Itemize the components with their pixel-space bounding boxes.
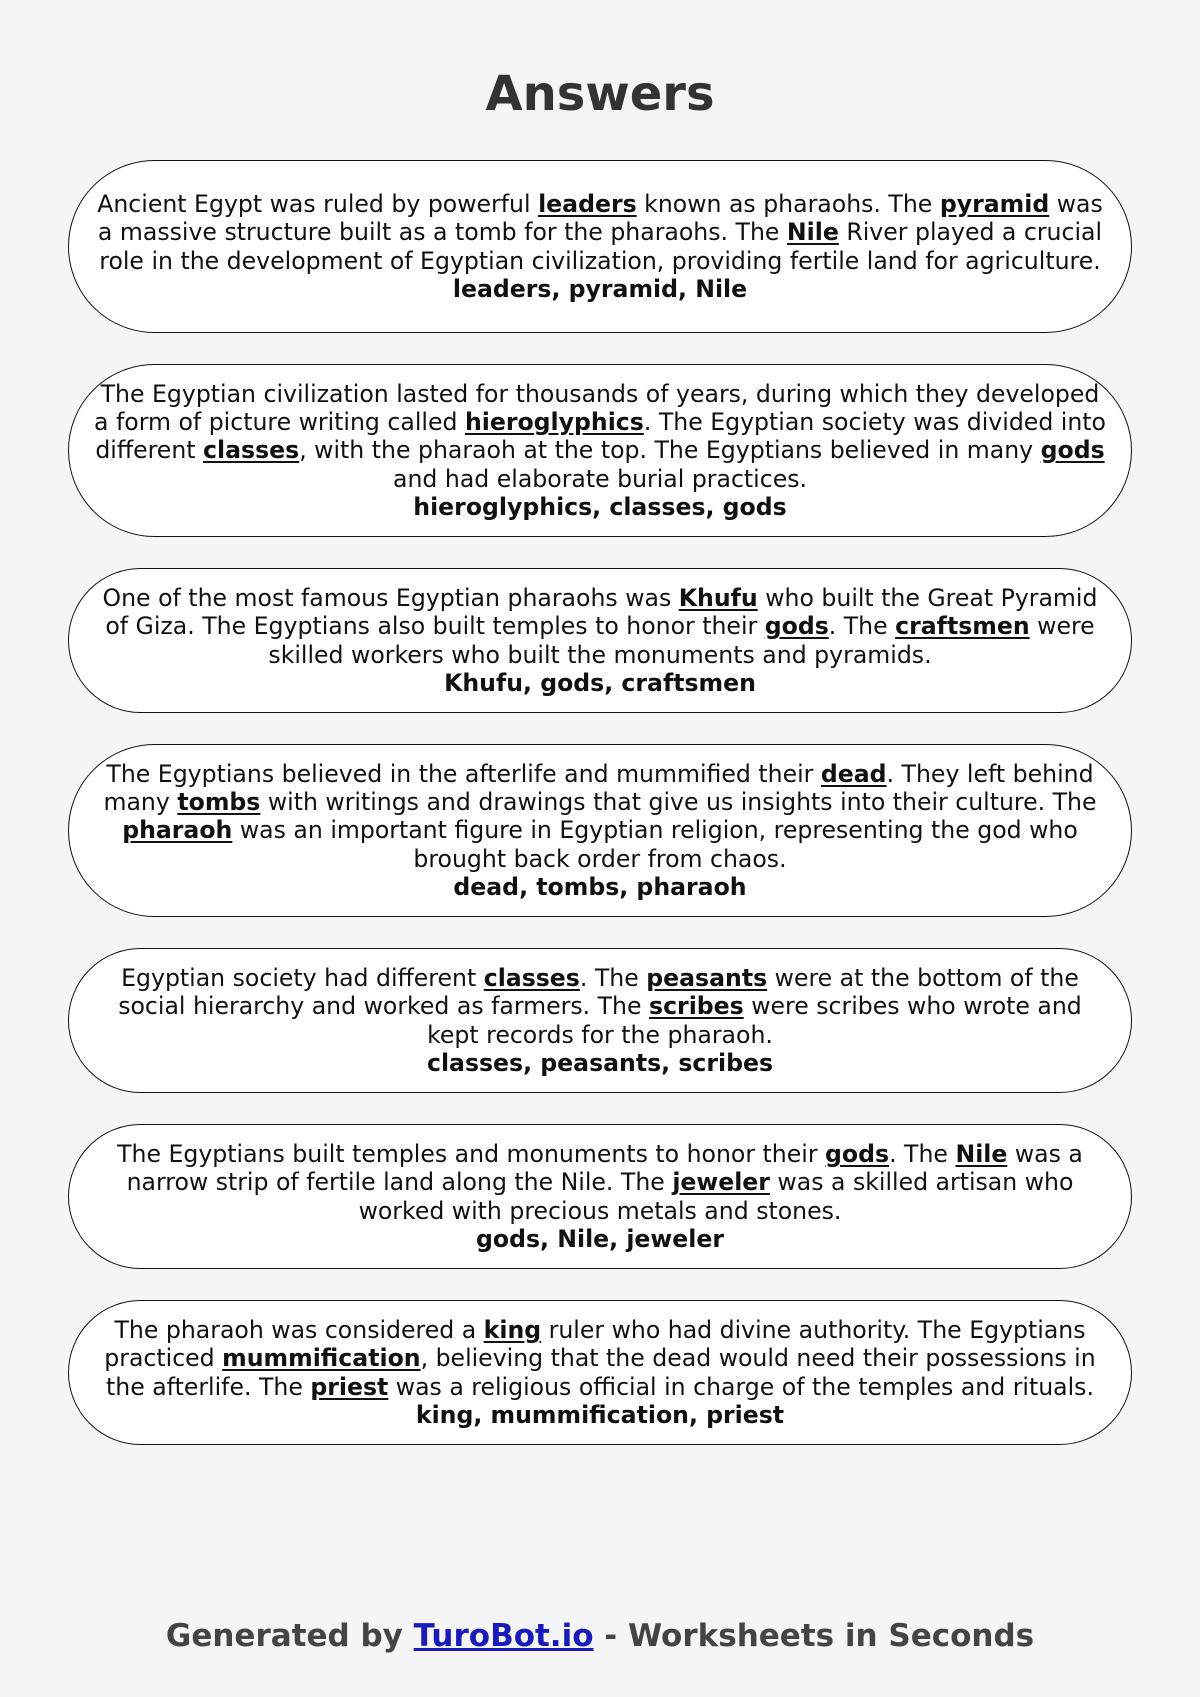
passage-fragment: was a skilled artisan who worked with precious metals and stones. [358, 1168, 1074, 1225]
answer-card-7 [68, 1300, 1132, 1445]
answer-word: tombs [177, 788, 261, 817]
answer-word: hieroglyphics [464, 408, 644, 437]
passage-text [91, 964, 1109, 1049]
passage-fragment: The pharaoh was considered a [114, 1316, 484, 1345]
passage-fragment: and had elaborate burial practices. [392, 464, 808, 493]
answer-word: Khufu [678, 584, 758, 613]
passage-fragment: Egyptian society had different [121, 964, 484, 993]
footer-suffix: - Worksheets in Seconds [593, 1618, 1035, 1654]
passage-fragment: with writings and drawings that give us insights into their culture. The [260, 788, 1097, 817]
answer-word: classes [203, 436, 300, 465]
answer-word: mummification [222, 1344, 421, 1373]
answer-card-3 [68, 568, 1132, 713]
answer-card-5 [68, 948, 1132, 1093]
answer-word: pharaoh [122, 816, 233, 845]
answer-word: craftsmen [895, 612, 1030, 641]
footer [0, 1618, 1200, 1654]
passage-fragment: . They left behind many [103, 759, 1094, 817]
answer-key: dead, tombs, pharaoh [453, 872, 747, 901]
passage-text [91, 584, 1109, 669]
passage-fragment: ruler who had divine authority. The Egyptians practiced [104, 1316, 1086, 1373]
answer-word: gods [764, 612, 829, 641]
answer-word: Nile [955, 1140, 1008, 1169]
passage-fragment: The Egyptians built temples and monuments to honor their [117, 1140, 826, 1169]
answer-word: pyramid [939, 190, 1050, 219]
passage-fragment: was a narrow strip of fertile land along the Nile. The [126, 1140, 1083, 1197]
passage-fragment: . The [579, 964, 647, 993]
passage-text [91, 380, 1109, 493]
answer-word: classes [483, 964, 580, 993]
passage-text [91, 190, 1109, 275]
passage-fragment: . The Egyptian society was divided into different [95, 408, 1106, 465]
answer-card-2 [68, 364, 1132, 537]
page-title: Answers [485, 66, 715, 122]
passage-fragment: . The [889, 1140, 956, 1169]
passage-fragment: were skilled workers who built the monuments and pyramids. [268, 612, 1095, 669]
answer-card-1 [68, 160, 1132, 333]
answer-word: king [483, 1316, 542, 1345]
answer-key: king, mummification, priest [415, 1400, 785, 1429]
answer-word: peasants [646, 964, 768, 993]
answer-key: leaders, pyramid, Nile [452, 274, 748, 303]
passage-fragment: was a religious official in charge of the temples and rituals. [388, 1372, 1094, 1401]
turobot-link[interactable]: TuroBot.io [413, 1618, 594, 1654]
passage-fragment: The Egyptians believed in the afterlife and mummified their [106, 759, 821, 788]
passage-text [91, 1316, 1109, 1401]
answer-key: classes, peasants, scribes [426, 1048, 774, 1077]
passage-fragment: , believing that the dead would need their possessions in the afterlife. The [106, 1344, 1096, 1401]
answer-word: Nile [786, 218, 839, 247]
answer-word: jeweler [672, 1168, 770, 1197]
passage-fragment: River played a crucial role in the development of Egyptian civilization, providing fertile land for agriculture. [99, 218, 1103, 275]
passage-fragment: Ancient Egypt was ruled by powerful [97, 190, 539, 219]
passage-fragment: , with the pharaoh at the top. The Egyptians believed in many [299, 436, 1041, 465]
answer-key: hieroglyphics, classes, gods [413, 492, 787, 521]
passage-fragment: known as pharaohs. The [636, 190, 940, 219]
answer-word: leaders [538, 190, 637, 219]
passage-text [91, 760, 1109, 873]
answer-word: scribes [649, 992, 744, 1021]
passage-fragment: were scribes who wrote and kept records for the pharaoh. [427, 992, 1082, 1049]
answer-card-4 [68, 744, 1132, 917]
answer-word: priest [310, 1372, 389, 1401]
passage-fragment: . The [828, 612, 896, 641]
answer-word: gods [825, 1140, 890, 1169]
answer-word: dead [820, 759, 887, 788]
answer-key: Khufu, gods, craftsmen [444, 668, 756, 697]
passage-fragment: One of the most famous Egyptian pharaohs was [102, 584, 679, 613]
footer-prefix: Generated by [165, 1618, 414, 1654]
answer-card-6 [68, 1124, 1132, 1269]
passage-fragment: was a massive structure built as a tomb for the pharaohs. The [97, 190, 1103, 247]
passage-fragment: was an important figure in Egyptian religion, representing the god who brought back order from chaos. [232, 816, 1078, 873]
passage-fragment: The Egyptian civilization lasted for thousands of years, during which they developed a form of picture writing called [94, 379, 1100, 437]
answer-key: gods, Nile, jeweler [476, 1224, 724, 1253]
answer-word: gods [1040, 436, 1105, 465]
passage-text [91, 1140, 1109, 1225]
passage-fragment: were at the bottom of the social hierarchy and worked as farmers. The [118, 964, 1079, 1021]
passage-fragment: who built the Great Pyramid of Giza. The Egyptians also built temples to honor their [105, 584, 1098, 641]
